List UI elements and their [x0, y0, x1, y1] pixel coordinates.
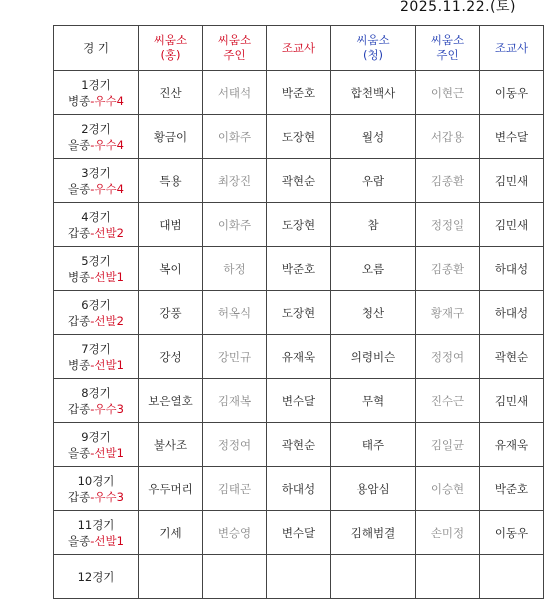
game-cell — [54, 291, 139, 335]
game-number: 10경기 — [77, 473, 115, 488]
blue-bull: 합천백사 — [331, 71, 416, 115]
header-blue-owner: 씨움소 주인 — [416, 26, 480, 71]
red-trainer: 도장현 — [267, 291, 331, 335]
class-dash: - — [90, 137, 95, 152]
red-bull: 황금이 — [139, 115, 203, 159]
weight-class: 갑종 — [68, 489, 91, 504]
game-class — [54, 313, 138, 329]
table-row — [54, 71, 544, 115]
game-class — [54, 225, 138, 241]
blue-owner: 황재구 — [416, 291, 480, 335]
game-class — [54, 137, 138, 153]
red-trainer: 박준호 — [267, 247, 331, 291]
red-owner: 이화주 — [203, 203, 267, 247]
red-trainer — [267, 555, 331, 599]
red-bull: 특용 — [139, 159, 203, 203]
header-row — [54, 26, 544, 71]
game-number: 12경기 — [77, 569, 115, 584]
game-class — [54, 445, 138, 461]
weight-class: 갑종 — [68, 401, 91, 416]
game-class — [54, 489, 138, 505]
rank-label: 선발2 — [94, 225, 124, 240]
rank-label: 우수3 — [94, 401, 124, 416]
table-row — [54, 291, 544, 335]
table-row — [54, 467, 544, 511]
red-owner: 김재복 — [203, 379, 267, 423]
blue-bull: 태주 — [331, 423, 416, 467]
rank-label: 선발2 — [94, 313, 124, 328]
game-class — [54, 401, 138, 417]
red-bull: 불사조 — [139, 423, 203, 467]
game-class — [54, 181, 138, 197]
class-dash: - — [90, 313, 95, 328]
red-owner: 이화주 — [203, 115, 267, 159]
red-bull: 보은열호 — [139, 379, 203, 423]
table-row — [54, 335, 544, 379]
red-owner: 최장진 — [203, 159, 267, 203]
blue-bull: 의령비슨 — [331, 335, 416, 379]
red-owner: 강민규 — [203, 335, 267, 379]
class-dash: - — [90, 269, 95, 284]
weight-class: 병종 — [68, 93, 91, 108]
game-number: 7경기 — [81, 341, 111, 356]
blue-bull: 참 — [331, 203, 416, 247]
blue-owner: 김종환 — [416, 159, 480, 203]
red-bull: 대범 — [139, 203, 203, 247]
blue-owner: 진수근 — [416, 379, 480, 423]
blue-trainer: 이동우 — [480, 71, 544, 115]
game-cell — [54, 159, 139, 203]
table-row — [54, 379, 544, 423]
weight-class: 갑종 — [68, 225, 91, 240]
game-number: 9경기 — [81, 429, 111, 444]
header-blue-trainer: 조교사 — [480, 26, 544, 71]
red-owner: 하정 — [203, 247, 267, 291]
red-bull: 강성 — [139, 335, 203, 379]
schedule-date: 2025.11.22.(토) — [399, 0, 516, 15]
game-number: 8경기 — [81, 385, 111, 400]
red-owner: 정정여 — [203, 423, 267, 467]
class-dash: - — [90, 401, 95, 416]
game-cell — [54, 335, 139, 379]
red-trainer: 변수달 — [267, 379, 331, 423]
class-dash: - — [90, 445, 95, 460]
header-red-owner: 씨움소 주인 — [203, 26, 267, 71]
red-trainer: 변수달 — [267, 511, 331, 555]
game-class — [54, 357, 138, 373]
blue-trainer: 곽현순 — [480, 335, 544, 379]
red-owner — [203, 555, 267, 599]
red-trainer: 곽현순 — [267, 159, 331, 203]
weight-class: 을종 — [68, 181, 91, 196]
blue-bull: 김해범결 — [331, 511, 416, 555]
class-dash: - — [90, 357, 95, 372]
blue-trainer: 김민새 — [480, 159, 544, 203]
blue-trainer: 변수달 — [480, 115, 544, 159]
match-table — [53, 25, 544, 599]
game-number: 5경기 — [81, 253, 111, 268]
game-cell — [54, 423, 139, 467]
rank-label: 선발1 — [94, 357, 124, 372]
red-trainer: 곽현순 — [267, 423, 331, 467]
blue-trainer: 박준호 — [480, 467, 544, 511]
blue-trainer: 김민새 — [480, 379, 544, 423]
rank-label: 선발1 — [94, 533, 124, 548]
rank-label: 우수4 — [94, 137, 124, 152]
red-trainer: 도장현 — [267, 115, 331, 159]
table-row — [54, 247, 544, 291]
weight-class: 을종 — [68, 445, 91, 460]
red-trainer: 유재욱 — [267, 335, 331, 379]
blue-trainer: 하대성 — [480, 291, 544, 335]
blue-bull: 무혁 — [331, 379, 416, 423]
weight-class: 을종 — [68, 533, 91, 548]
red-owner: 김태곤 — [203, 467, 267, 511]
game-cell — [54, 247, 139, 291]
game-number: 11경기 — [77, 517, 115, 532]
blue-owner: 서갑용 — [416, 115, 480, 159]
blue-trainer: 이동우 — [480, 511, 544, 555]
blue-bull — [331, 555, 416, 599]
game-cell — [54, 115, 139, 159]
table-row — [54, 159, 544, 203]
game-cell — [54, 379, 139, 423]
rank-label: 우수3 — [94, 489, 124, 504]
red-bull — [139, 555, 203, 599]
blue-owner: 이현근 — [416, 71, 480, 115]
game-number: 1경기 — [81, 77, 111, 92]
class-dash: - — [90, 93, 95, 108]
blue-owner: 정정여 — [416, 335, 480, 379]
red-owner: 허옥식 — [203, 291, 267, 335]
blue-trainer: 유재욱 — [480, 423, 544, 467]
blue-bull: 오름 — [331, 247, 416, 291]
blue-trainer: 김민새 — [480, 203, 544, 247]
table-row — [54, 511, 544, 555]
game-number: 6경기 — [81, 297, 111, 312]
red-trainer: 하대성 — [267, 467, 331, 511]
blue-trainer — [480, 555, 544, 599]
game-cell — [54, 71, 139, 115]
header-red-trainer: 조교사 — [267, 26, 331, 71]
header-red-bull: 씨움소 (홍) — [139, 26, 203, 71]
class-dash: - — [90, 181, 95, 196]
blue-bull: 월성 — [331, 115, 416, 159]
table-row — [54, 115, 544, 159]
red-trainer: 박준호 — [267, 71, 331, 115]
game-cell — [54, 511, 139, 555]
game-class — [54, 269, 138, 285]
game-cell — [54, 555, 139, 599]
blue-bull: 우람 — [331, 159, 416, 203]
weight-class: 갑종 — [68, 313, 91, 328]
red-bull: 기세 — [139, 511, 203, 555]
blue-owner: 정정일 — [416, 203, 480, 247]
game-number: 2경기 — [81, 121, 111, 136]
blue-owner: 김일균 — [416, 423, 480, 467]
rank-label: 우수4 — [94, 181, 124, 196]
class-dash: - — [90, 225, 95, 240]
weight-class: 을종 — [68, 137, 91, 152]
header-blue-bull: 씨움소 (청) — [331, 26, 416, 71]
table-row — [54, 555, 544, 599]
weight-class: 병종 — [68, 269, 91, 284]
game-cell — [54, 203, 139, 247]
blue-bull: 청산 — [331, 291, 416, 335]
game-class — [54, 533, 138, 549]
game-class — [54, 93, 138, 109]
table-row — [54, 423, 544, 467]
weight-class: 병종 — [68, 357, 91, 372]
rank-label: 우수4 — [94, 93, 124, 108]
class-dash: - — [90, 489, 95, 504]
rank-label: 선발1 — [94, 269, 124, 284]
blue-owner: 이승현 — [416, 467, 480, 511]
game-cell — [54, 467, 139, 511]
blue-owner: 손미정 — [416, 511, 480, 555]
red-bull: 우두머리 — [139, 467, 203, 511]
red-bull: 진산 — [139, 71, 203, 115]
game-number: 3경기 — [81, 165, 111, 180]
red-bull: 강풍 — [139, 291, 203, 335]
red-owner: 서태석 — [203, 71, 267, 115]
red-trainer: 도장현 — [267, 203, 331, 247]
blue-owner — [416, 555, 480, 599]
header-game: 경 기 — [54, 26, 139, 71]
class-dash: - — [90, 533, 95, 548]
red-bull: 복이 — [139, 247, 203, 291]
game-number: 4경기 — [81, 209, 111, 224]
rank-label: 선발1 — [94, 445, 124, 460]
table-row — [54, 203, 544, 247]
red-owner: 변승영 — [203, 511, 267, 555]
blue-owner: 김종환 — [416, 247, 480, 291]
blue-bull: 용암심 — [331, 467, 416, 511]
blue-trainer: 하대성 — [480, 247, 544, 291]
